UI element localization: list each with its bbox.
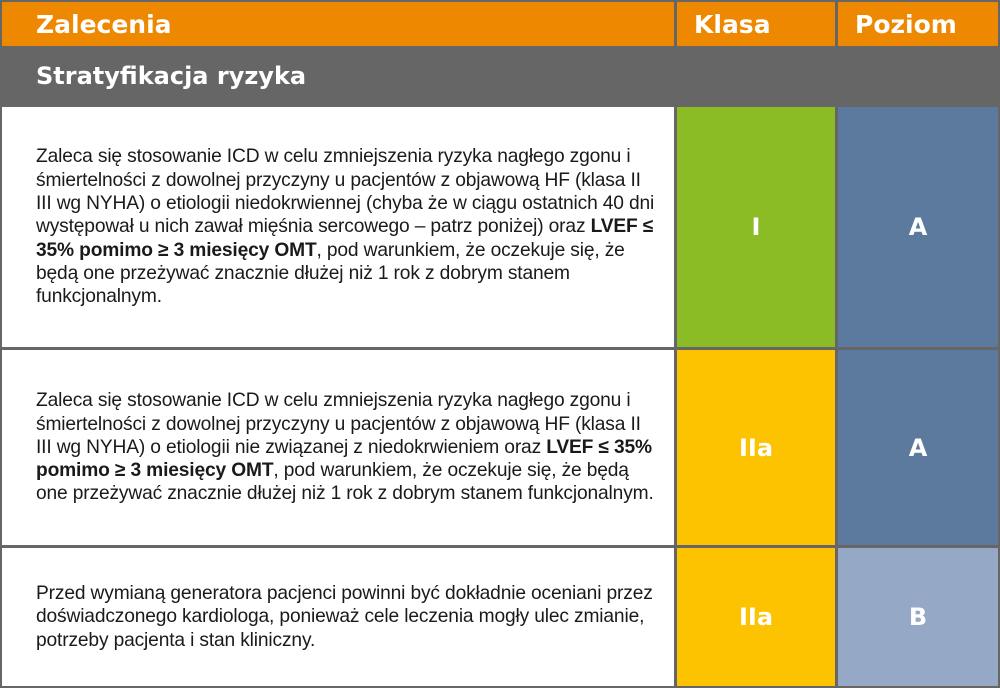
table-row [0, 548, 1000, 686]
table-row [0, 107, 1000, 347]
recommendation-bold-text: LVEF ≤ 35% pomimo ≥ 3 miesięcy OMT [36, 436, 652, 482]
recommendation-cell [2, 548, 674, 686]
recommendation-text [36, 145, 660, 308]
header-class: Klasa [677, 2, 835, 46]
table-row [0, 350, 1000, 545]
section-title: Stratyfikacja ryzyka [36, 62, 307, 90]
table-header-row [0, 2, 1000, 46]
recommendation-text-part: Przed wymianą generatora pacjenci powinni być dokładnie oceniani przez doświadczonego kardiologa, ponieważ cele leczenia mogły ulec zmianie, potrzeby pacjenta i stan kliniczny. [36, 583, 653, 651]
section-header-row [0, 47, 1000, 105]
recommendation-text-part: , pod warunkiem, że oczekuje się, że będą one przeżywać znacznie dłużej niż 1 rok z dobrym stanem funkcjonalnym. [36, 239, 625, 308]
recommendation-text [36, 582, 660, 652]
level-cell: A [838, 107, 998, 347]
level-cell: A [838, 350, 998, 545]
recommendation-text-part: Zaleca się stosowanie ICD w celu zmniejszenia ryzyka nagłego zgonu i śmiertelności z dowolnej przyczyny u pacjentów z objawową HF (klasa II III wg NYHA) o etiologii nie związanej z niedokrwieniem oraz [36, 390, 641, 458]
class-cell: I [677, 107, 835, 347]
recommendation-text-part: , pod warunkiem, że oczekuje się, że będą one przeżywać znacznie dłużej niż 1 rok z dobrym stanem funkcjonalnym. [36, 460, 654, 505]
class-cell: IIa [677, 350, 835, 545]
class-cell: IIa [677, 548, 835, 686]
header-recommendations: Zalecenia [2, 2, 674, 46]
level-cell: B [838, 548, 998, 686]
recommendation-cell [2, 107, 674, 347]
recommendation-text-part: Zaleca się stosowanie ICD w celu zmniejszenia ryzyka nagłego zgonu i śmiertelności z dowolnej przyczyny u pacjentów z objawową HF (klasa II III wg NYHA) o etiologii niedokrwiennej (chyba że w ciągu ostatnich 40 dni występował u nich zawał mięśnia sercowego – patrz poniżej) oraz [36, 146, 655, 238]
recommendation-text [36, 389, 660, 505]
header-level: Poziom [838, 2, 998, 46]
recommendation-bold-text: LVEF ≤ 35% pomimo ≥ 3 miesięcy OMT [36, 216, 654, 261]
recommendation-cell [2, 350, 674, 545]
